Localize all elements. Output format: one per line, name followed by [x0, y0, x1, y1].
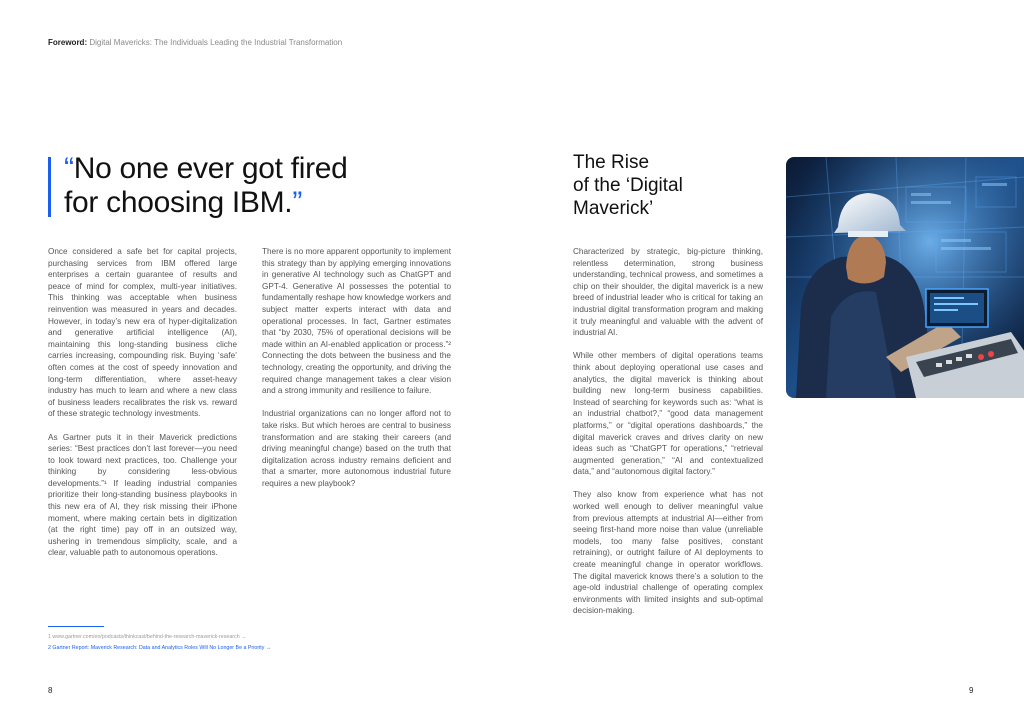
running-head-label: Foreword:	[48, 38, 88, 47]
paragraph: There is no more apparent opportunity to implement this strategy than by applying emerging innovations in generative AI technology such as ChatGPT and GPT-4. Generative AI possesses the potential to fundamentally reshape how knowledge workers and subject matter experts interact with data and operational processes. In fact, Gartner estimates that “by 2030, 75% of operational decisions will be made within an AI-enabled application or process.”² Connecting the dots between the business and the technology, creating the opportunity, and driving the required change management takes a clear vision and a strong immunity and resilience to failure.	[262, 247, 451, 396]
footnote-divider	[48, 626, 104, 627]
left-column-1	[48, 246, 237, 571]
page-number-right: 9	[969, 686, 974, 695]
close-quote-mark: ”	[292, 186, 303, 219]
running-head-title: Digital Mavericks: The Individuals Leading the Industrial Transformation	[87, 38, 343, 47]
right-column	[573, 246, 763, 629]
open-quote-mark: “	[64, 152, 74, 185]
paragraph: Industrial organizations can no longer afford not to take risks. But which heroes are central to business transformation and are staking their careers (and driving meaningful change) based on the truth that digitalization across industry remains deficient and that a smarter, more autonomous industrial future requires a new playbook?	[262, 409, 451, 488]
section-title-line-3: Maverick’	[573, 198, 654, 219]
pull-quote-line-1: No one ever got fired	[73, 152, 348, 185]
pull-quote-line-2: for choosing IBM.	[64, 186, 293, 219]
footnotes	[48, 632, 348, 654]
footnote-1-link[interactable]: 1 www.gartner.com/en/podcasts/thinkcast/behind-the-research-maverick-research →	[48, 634, 247, 640]
footnote-2-link[interactable]: 2 Gartner Report: Maverick Research: Data and Analytics Roles Will No Longer Be a Priority →	[48, 645, 272, 651]
section-title-line-2: of the ‘Digital	[573, 175, 683, 196]
paragraph: As Gartner puts it in their Maverick predictions series: “Best practices don’t last forever—you need to look toward next practices, too. Challenge your thinking by considering less-obvious developments.”¹ If leading industrial companies prioritize their long-standing business playbooks in this new era of AI, they risk missing their iPhone moment, where making certain bets in digitization (at the right time) pay off in an outsized way, ushering in tremendous simplicity, scale, and a clear, valuable path to autonomous operations.	[48, 432, 237, 558]
paragraph: While other members of digital operations teams think about deploying operational use cases and analytics, the digital maverick is thinking about building new long-term business capabilities. Instead of searching for keywords such as: “what is an industrial chatbot?,” “good data management platforms,” or “digital operations dashboards,” the digital maverick craves and drives clarity on new ideas such as “ChatGPT for operations,” “retrieval augmented generation,” “AI and contextualized data,” and “autonomous digital factory.”	[573, 351, 763, 477]
worker-control-room-photo	[786, 157, 1024, 398]
paragraph: They also know from experience what has not worked well enough to deliver meaningful value from previous attempts at industrial AI—either from seeing first-hand more noise than value (unreliable models, too many false positives, constant retraining), or outright failure of AI deployments to create meaningful change in operator workflows. The digital maverick knows there’s a solution to the age-old industrial challenge of operating complex environments with limited insights and sub-optimal decision-making.	[573, 490, 763, 616]
page-number-left: 8	[48, 686, 53, 695]
running-head	[48, 38, 342, 47]
quote-accent-bar	[48, 157, 51, 217]
paragraph: Once considered a safe bet for capital projects, purchasing services from IBM offered large enterprises a certain guarantee of results and peace of mind for complex, multi-year initiatives. This thinking was acceptable when business reinvention was measured in years and decades. However, in today’s new era of hyper-digitalization and generative artificial intelligence (AI), maintaining this long-standing business cliche carries increasing, compounding risk. Buying ‘safe’ often comes at the cost of speedy innovation and long-term differentiation, where asset-heavy industry has much to learn and where a new class of business leaders recalibrates the risk vs. reward of these strategic technology investments.	[48, 247, 237, 419]
section-title-line-1: The Rise	[573, 152, 650, 173]
pull-quote	[64, 152, 404, 220]
section-title	[573, 151, 773, 220]
left-column-2	[262, 246, 451, 501]
paragraph: Characterized by strategic, big-picture thinking, relentless determination, strong business understanding, technical prowess, and sometimes a chip on their shoulder, the digital maverick is a new breed of industrial leader who is critical for taking an industrial digital transformation program and making it truly meaningful and valuable with the advent of industrial AI.	[573, 247, 763, 338]
